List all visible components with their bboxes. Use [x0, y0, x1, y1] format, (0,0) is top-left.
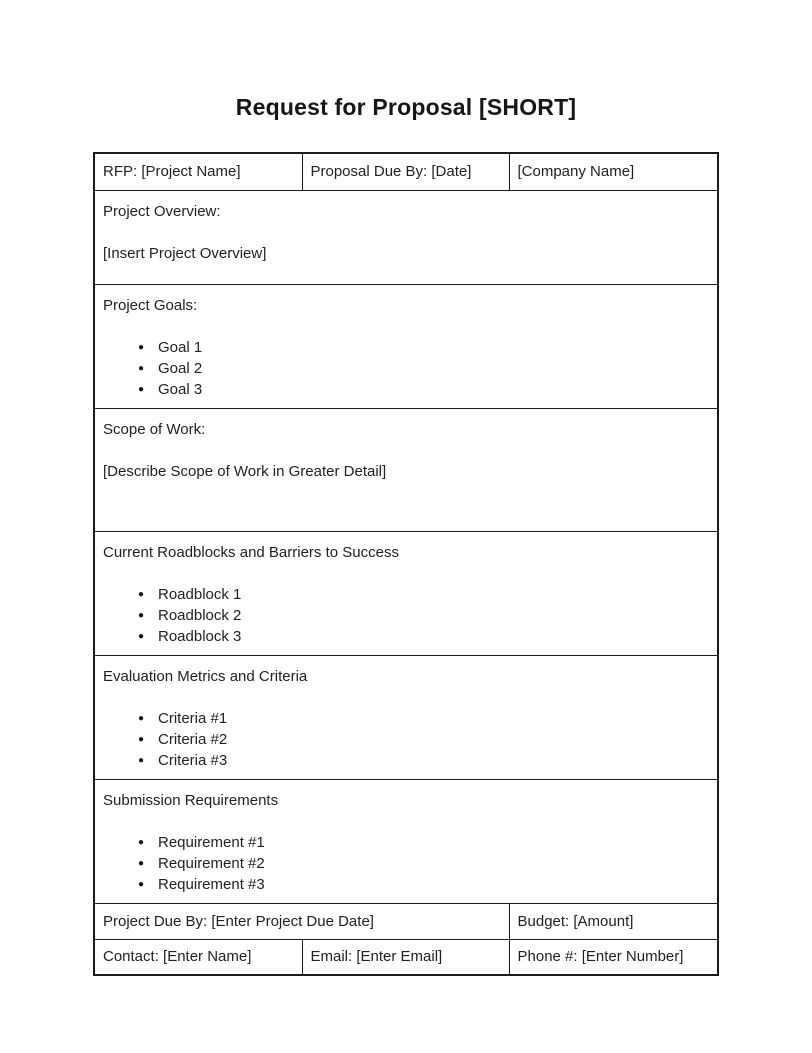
- project-goals-list: [103, 337, 709, 400]
- budget-cell: Budget: [Amount]: [509, 903, 718, 939]
- roadblocks-cell: [94, 531, 718, 655]
- submission-heading: Submission Requirements: [103, 791, 279, 809]
- scope-of-work-heading: Scope of Work:: [103, 420, 206, 438]
- roadblock-item: ● Roadblock 2: [138, 605, 709, 626]
- submission-cell: [94, 779, 718, 903]
- project-goals-row: [94, 284, 718, 408]
- company-name-cell: [Company Name]: [509, 153, 718, 190]
- project-goals-heading: Project Goals:: [103, 296, 198, 314]
- goal-item: ● Goal 2: [138, 358, 709, 379]
- scope-of-work-placeholder: [Describe Scope of Work in Greater Detail]: [103, 462, 387, 480]
- requirement-item: ● Requirement #1: [138, 832, 709, 853]
- roadblock-item: ● Roadblock 3: [138, 626, 709, 647]
- criteria-item: ● Criteria #2: [138, 729, 709, 750]
- criteria-item: ● Criteria #1: [138, 708, 709, 729]
- project-due-by-cell: Project Due By: [Enter Project Due Date]: [94, 903, 509, 939]
- rfp-project-name-cell: RFP: [Project Name]: [94, 153, 302, 190]
- document-title: Request for Proposal [SHORT]: [235, 94, 577, 120]
- evaluation-cell: [94, 655, 718, 779]
- contact-name-cell: Contact: [Enter Name]: [94, 939, 302, 975]
- evaluation-criteria-list: [103, 708, 709, 771]
- contact-phone-cell: Phone #: [Enter Number]: [509, 939, 718, 975]
- scope-of-work-row: [94, 408, 718, 531]
- roadblocks-list: [103, 584, 709, 647]
- criteria-item: ● Criteria #3: [138, 750, 709, 771]
- roadblocks-row: [94, 531, 718, 655]
- contact-row: [94, 939, 718, 975]
- proposal-due-by-cell: Proposal Due By: [Date]: [302, 153, 509, 190]
- submission-row: [94, 779, 718, 903]
- evaluation-heading: Evaluation Metrics and Criteria: [103, 667, 308, 685]
- roadblocks-heading: Current Roadblocks and Barriers to Success: [103, 543, 399, 561]
- meta-row: [94, 153, 718, 190]
- requirement-item: ● Requirement #2: [138, 853, 709, 874]
- submission-requirements-list: [103, 832, 709, 895]
- project-overview-cell: [94, 190, 718, 284]
- evaluation-row: [94, 655, 718, 779]
- due-budget-row: [94, 903, 718, 939]
- project-overview-placeholder: [Insert Project Overview]: [103, 244, 267, 262]
- roadblock-item: ● Roadblock 1: [138, 584, 709, 605]
- contact-email-cell: Email: [Enter Email]: [302, 939, 509, 975]
- project-overview-row: [94, 190, 718, 284]
- project-goals-cell: [94, 284, 718, 408]
- requirement-item: ● Requirement #3: [138, 874, 709, 895]
- goal-item: ● Goal 1: [138, 337, 709, 358]
- scope-of-work-cell: [94, 408, 718, 531]
- project-overview-heading: Project Overview:: [103, 202, 221, 220]
- rfp-table: [93, 152, 719, 976]
- goal-item: ● Goal 3: [138, 379, 709, 400]
